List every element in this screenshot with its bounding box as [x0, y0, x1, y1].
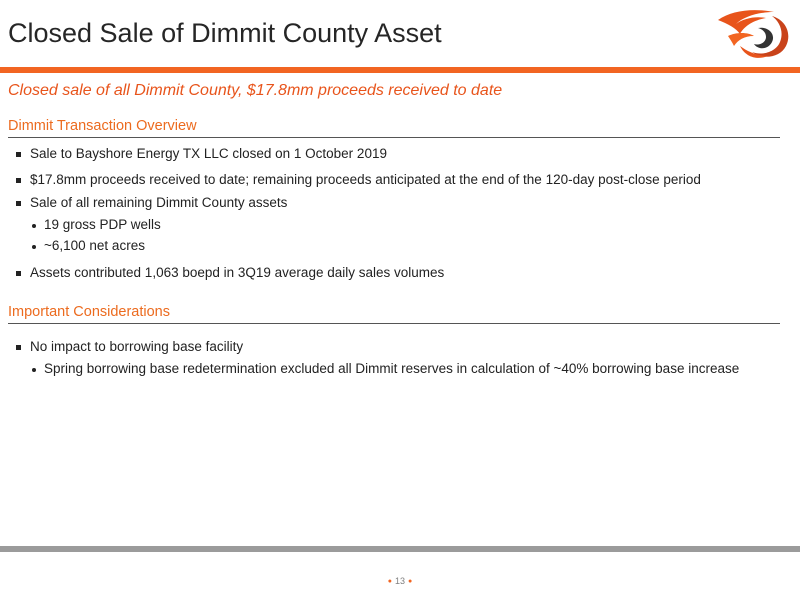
- slide-title: Closed Sale of Dimmit County Asset: [8, 18, 442, 48]
- sub-bullet-item: ~6,100 net acres: [14, 238, 701, 265]
- section-header-label: Important Considerations: [8, 304, 170, 320]
- page-dot-icon: ●: [387, 578, 392, 586]
- section-header-transaction-overview: [8, 118, 780, 138]
- sub-bullet-item: 19 gross PDP wells: [14, 217, 701, 238]
- bullet-item: Sale of all remaining Dimmit County assets: [14, 195, 701, 217]
- footer-bar: [0, 546, 800, 552]
- bullet-list-transaction-overview: [14, 146, 701, 287]
- bullet-item: $17.8mm proceeds received to date; remaining proceeds anticipated at the end of the 120-day post-close period: [14, 172, 701, 195]
- page-dot-icon: ●: [408, 578, 413, 586]
- bullet-item: Sale to Bayshore Energy TX LLC closed on 1 October 2019: [14, 146, 701, 172]
- header-accent-bar: [0, 67, 800, 73]
- sub-bullet-item: Spring borrowing base redetermination excluded all Dimmit reserves in calculation of ~40% borrowing base increase: [14, 361, 739, 383]
- bullet-item: Assets contributed 1,063 boepd in 3Q19 average daily sales volumes: [14, 265, 701, 287]
- bullet-list-important-considerations: [14, 339, 739, 383]
- flame-swirl-logo-icon: [714, 6, 794, 62]
- page-number-value: 13: [394, 576, 405, 586]
- bullet-item: No impact to borrowing base facility: [14, 339, 739, 361]
- section-header-important-considerations: [8, 304, 780, 324]
- section-header-label: Dimmit Transaction Overview: [8, 118, 197, 134]
- page-number: [0, 576, 800, 586]
- slide-headline: Closed sale of all Dimmit County, $17.8mm proceeds received to date: [8, 82, 503, 99]
